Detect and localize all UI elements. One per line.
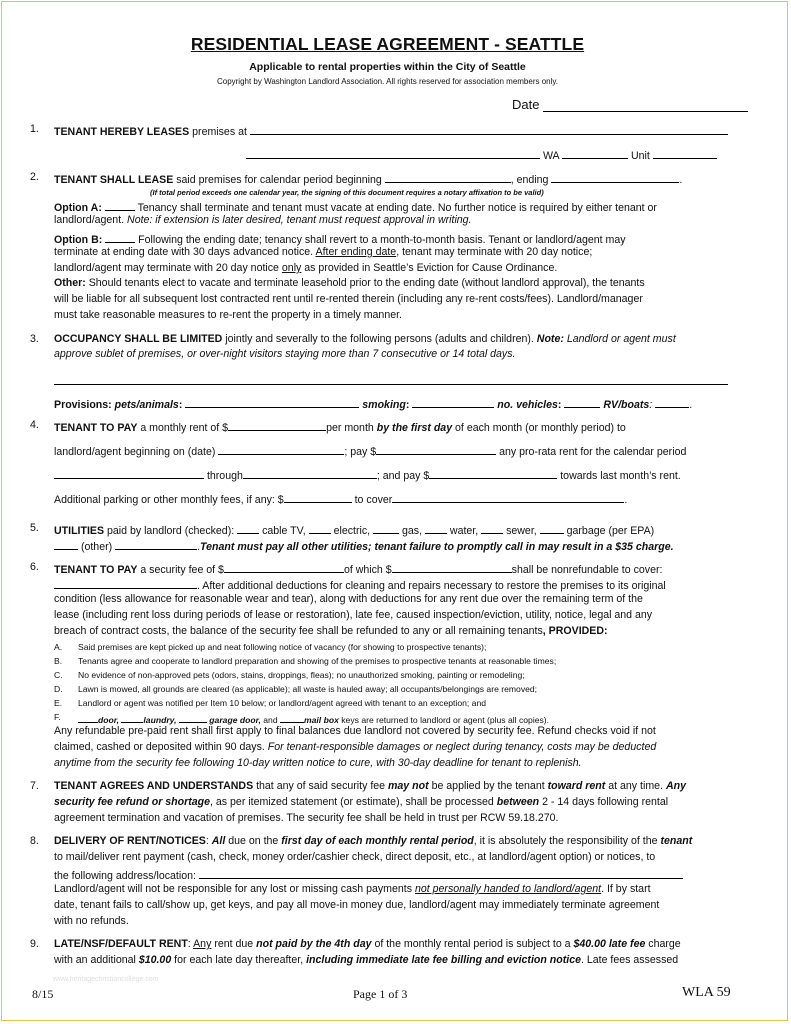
section-6-para-3: anytime from the security fee following 10-day written notice to cure, with 30-day deadline for tenant to replenish. bbox=[54, 757, 582, 769]
pets-line[interactable] bbox=[185, 396, 359, 408]
date-field bbox=[512, 97, 748, 112]
section-number: 7. bbox=[30, 780, 39, 792]
other-utility-line[interactable] bbox=[115, 538, 197, 550]
section-number: 9. bbox=[30, 938, 39, 950]
prorata-amount-line[interactable] bbox=[376, 443, 496, 455]
section-6-para-2: claimed, cashed or deposited within 90 days. For tenant-responsible damages or neglect during tenancy, costs may be deducted bbox=[54, 741, 657, 753]
rent-start-date-line[interactable] bbox=[218, 443, 344, 455]
section-1-line-1: TENANT HEREBY LEASES premises at bbox=[54, 123, 728, 139]
section-4-line-1: TENANT TO PAY a monthly rent of $ per month by the first day of each month (or monthly period) to bbox=[54, 419, 626, 435]
section-4-line-3: through ; and pay $ towards last month’s rent. bbox=[54, 467, 681, 483]
section-number: 5. bbox=[30, 522, 39, 534]
section-5-line-1: UTILITIES paid by landlord (checked): cable TV, electric, gas, water, sewer, garbage (per EPA) bbox=[54, 522, 654, 538]
occupants-line[interactable] bbox=[54, 373, 728, 389]
section-9-line-2: with an additional $10.00 for each late day thereafter, including immediate late fee billing and eviction notice. Late fees assessed bbox=[54, 954, 679, 966]
section-4-line-4: Additional parking or other monthly fees, if any: $ to cover . bbox=[54, 491, 627, 507]
section-8-line-4: Landlord/agent will not be responsible for any lost or missing cash payments not personally handed to landlord/agent. If by start bbox=[54, 883, 651, 895]
lease-end-line[interactable] bbox=[551, 171, 679, 183]
last-month-rent-line[interactable] bbox=[429, 467, 557, 479]
watermark: www.heritagechristiancollege.com bbox=[53, 976, 159, 983]
section-7-line-1: TENANT AGREES AND UNDERSTANDS that any of said security fee may not be applied by the tenant toward rent at any time. Any bbox=[54, 780, 686, 792]
section-number: 6. bbox=[30, 561, 39, 573]
option-b-line-2: terminate at ending date with 30 days advanced notice. After ending date, tenant may terminate with 20 day notice; bbox=[54, 246, 593, 258]
lease-begin-line[interactable] bbox=[385, 171, 511, 183]
option-b-line-1: Option B: Following the ending date; tenancy shall revert to a month-to-month basis. Tenant or landlord/agent may bbox=[54, 231, 626, 247]
section-1-line-2: WA Unit bbox=[246, 147, 717, 163]
door-keys-line[interactable] bbox=[78, 711, 98, 723]
option-a-checkbox-line[interactable] bbox=[105, 199, 135, 211]
section-3-line-2: approve sublet of premises, or over-night visitors staying more than 7 consecutive or 14 total days. bbox=[54, 348, 516, 360]
nonrefundable-purpose-line[interactable] bbox=[54, 577, 197, 589]
section-number: 3. bbox=[30, 333, 39, 345]
list-item: A. Said premises are kept picked up and neat following notice of vacancy (for showing to prospective tenants); bbox=[54, 642, 487, 652]
list-item: B. Tenants agree and cooperate to landlord preparation and showing of the premises to prospective tenants at reasonable times; bbox=[54, 656, 557, 666]
laundry-keys-line[interactable] bbox=[121, 711, 143, 723]
other-line-3: must take reasonable measures to re-rent the property in a timely manner. bbox=[54, 309, 402, 321]
section-7-line-2: security fee refund or shortage, as per itemized statement (or estimate), shall be processed between 2 - 14 days following rental bbox=[54, 796, 669, 808]
section-9-line-1: LATE/NSF/DEFAULT RENT: Any rent due not paid by the 4th day of the monthly rental period is subject to a $40.00 late fee charge bbox=[54, 938, 681, 950]
other-line-1: Other: Should tenants elect to vacate and terminate leasehold prior to the ending date (without landlord approval), the tenants bbox=[54, 277, 645, 289]
water-checkbox[interactable] bbox=[425, 522, 447, 534]
section-6-line-3: condition (less allowance for reasonable wear and tear), along with deductions for any rent due over the remaining term of the bbox=[54, 593, 643, 605]
option-a-line-2: landlord/agent. Note: if extension is later desired, tenant must request approval in writing. bbox=[54, 214, 472, 226]
section-8-line-1: DELIVERY OF RENT/NOTICES: All due on the first day of each monthly rental period, it is absolutely the responsibility of the tenant bbox=[54, 835, 693, 847]
security-fee-line[interactable] bbox=[224, 561, 344, 573]
section-number: 4. bbox=[30, 419, 39, 431]
section-number: 1. bbox=[30, 123, 39, 135]
section-6-line-1: TENANT TO PAY a security fee of $ of which $ shall be nonrefundable to cover: bbox=[54, 561, 662, 577]
section-7-line-3: agreement termination and vacation of premises. The security fee shall be held in trust per RCW 59.18.270. bbox=[54, 812, 559, 824]
option-b-line-3: landlord/agent may terminate with 20 day notice only as provided in Seattle’s Eviction for Cause Ordinance. bbox=[54, 262, 558, 274]
date-input-line[interactable] bbox=[543, 98, 748, 112]
section-8-line-5: date, tenant fails to call/show up, get keys, and pay all move-in money due, landlord/agent may immediately terminate agreement bbox=[54, 899, 660, 911]
cable-checkbox[interactable] bbox=[237, 522, 259, 534]
section-8-line-2: to mail/deliver rent payment (cash, check, money order/cashier check, direct deposit, etc., at landlord/agent option) or notices, to bbox=[54, 851, 656, 863]
section-5-line-2: (other) .Tenant must pay all other utilities; tenant failure to promptly call in may result in a $35 charge. bbox=[54, 538, 674, 554]
prorata-start-line[interactable] bbox=[54, 467, 204, 479]
section-8-line-6: with no refunds. bbox=[54, 915, 129, 927]
gas-checkbox[interactable] bbox=[373, 522, 399, 534]
additional-fee-purpose-line[interactable] bbox=[392, 491, 624, 503]
list-item: C. No evidence of non-approved pets (odors, stains, droppings, fleas); no unauthorized smoking, painting or remodeling; bbox=[54, 670, 525, 680]
document-title: RESIDENTIAL LEASE AGREEMENT - SEATTLE bbox=[190, 34, 585, 54]
notary-note: (If total period exceeds one calendar year, the signing of this document requires a notary affixation to be valid) bbox=[150, 188, 544, 197]
smoking-line[interactable] bbox=[412, 396, 494, 408]
list-item-f: F. door, laundry, garage door, and mail box keys are returned to landlord or agent (plus all copies). bbox=[54, 712, 550, 725]
section-6-para-1: Any refundable pre-paid rent shall first apply to final balances due landlord not covered by security fee. Refund checks void if not bbox=[54, 725, 656, 737]
section-4-line-2: landlord/agent beginning on (date) ; pay $ any pro-rata rent for the calendar period bbox=[54, 443, 686, 459]
section-3-line-1: OCCUPANCY SHALL BE LIMITED jointly and severally to the following persons (adults and children). Note: Landlord or agent must bbox=[54, 333, 676, 345]
document-subtitle: Applicable to rental properties within the City of Seattle bbox=[249, 61, 526, 73]
date-label: Date bbox=[512, 97, 540, 112]
list-item: E. Landlord or agent was notified per Item 10 below; or landlord/agent agreed with tenant to an exception; and bbox=[54, 698, 486, 708]
provisions-line: Provisions: pets/animals: smoking: no. vehicles: RV/boats: . bbox=[54, 396, 692, 412]
additional-fee-line[interactable] bbox=[284, 491, 352, 503]
footer-revision: 8/15 bbox=[32, 987, 54, 1001]
rv-line[interactable] bbox=[655, 396, 689, 408]
prorata-end-line[interactable] bbox=[243, 467, 377, 479]
option-b-checkbox-line[interactable] bbox=[105, 231, 135, 243]
section-8-line-3: the following address/location: bbox=[54, 867, 683, 883]
monthly-rent-line[interactable] bbox=[228, 419, 326, 431]
garbage-checkbox[interactable] bbox=[540, 522, 564, 534]
electric-checkbox[interactable] bbox=[309, 522, 331, 534]
premises-city-line[interactable] bbox=[246, 147, 540, 159]
nonrefundable-line[interactable] bbox=[392, 561, 512, 573]
sewer-checkbox[interactable] bbox=[481, 522, 503, 534]
footer-form-id: WLA 59 bbox=[682, 985, 731, 1000]
section-number: 8. bbox=[30, 835, 39, 847]
copyright-notice: Copyright by Washington Landlord Association. All rights reserved for association members only. bbox=[216, 77, 559, 86]
option-a-line-1: Option A: Tenancy shall terminate and tenant must vacate at ending date. No further notice is required by either tenant or bbox=[54, 199, 657, 215]
section-number: 2. bbox=[30, 171, 39, 183]
footer-page-number: Page 1 of 3 bbox=[353, 987, 408, 1001]
premises-address-line[interactable] bbox=[250, 123, 728, 135]
garage-keys-line[interactable] bbox=[179, 711, 207, 723]
zip-line[interactable] bbox=[562, 147, 628, 159]
section-6-line-4: lease (including rent loss during periods of lease or restoration), late fee, caused inspection/eviction, utility, notice, legal and any bbox=[54, 609, 653, 621]
section-6-line-5: breach of contract costs, the balance of the security fee shall be refunded to any or all remaining tenants, PROVIDED: bbox=[54, 625, 608, 637]
section-6-line-2: . After additional deductions for cleaning and repairs necessary to restore the premises to its original bbox=[54, 577, 666, 593]
unit-line[interactable] bbox=[653, 147, 717, 159]
mailbox-keys-line[interactable] bbox=[280, 711, 304, 723]
section-2-line-1: TENANT SHALL LEASE said premises for calendar period beginning , ending . bbox=[54, 171, 682, 187]
list-item: D. Lawn is mowed, all grounds are cleared (as applicable); all waste is hauled away; all occupants/belongings are removed; bbox=[54, 684, 538, 694]
other-line-2: will be liable for all subsequent lost contracted rent until re-rented therein (including any re-rent costs/fees). Landlord/manager bbox=[54, 293, 643, 305]
payment-address-line[interactable] bbox=[199, 867, 683, 879]
other-utility-checkbox[interactable] bbox=[54, 538, 78, 550]
vehicles-line[interactable] bbox=[564, 396, 600, 408]
